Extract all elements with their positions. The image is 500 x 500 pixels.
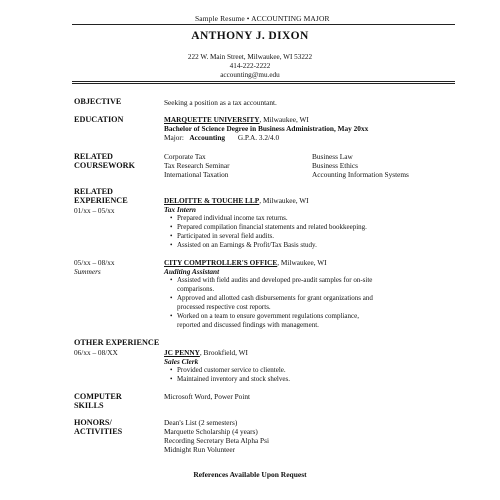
other-experience-heading: OTHER EXPERIENCE (74, 338, 160, 347)
education-heading: EDUCATION (74, 115, 124, 124)
job-location: , Brookfield, WI (199, 348, 248, 357)
coursework-heading-2: COURSEWORK (74, 161, 135, 170)
job-bullet: • Prepared compilation financial statements and related bookkeeping. (170, 223, 367, 231)
header-rule-double (72, 83, 455, 84)
course-item: Business Law (312, 152, 353, 161)
job-title: Sales Clerk (164, 357, 199, 366)
job-bullet: • Assisted on an Earnings & Profit/Tax Basis study. (170, 241, 317, 249)
phone: 414-222-2222 (229, 62, 271, 70)
skills-text: Microsoft Word, Power Point (164, 392, 251, 401)
job-bullet-cont: reported and discussed findings with management. (177, 321, 319, 329)
experience-heading-1: RELATED (74, 187, 113, 196)
objective-text: Seeking a position as a tax accountant. (164, 98, 277, 107)
honor-item: Recording Secretary Beta Alpha Psi (164, 436, 269, 445)
school-name: MARQUETTE UNIVERSITY (164, 115, 260, 124)
job-location: , Milwaukee, WI (277, 258, 327, 267)
job-bullet: • Prepared individual income tax returns. (170, 214, 288, 222)
job-bullet-cont: processed respective cost reports. (177, 303, 271, 311)
course-item: Business Ethics (312, 161, 359, 170)
experience-heading-2: EXPERIENCE (74, 196, 128, 205)
job-title: Auditing Assistant (164, 267, 220, 276)
job-bullet-cont: comparisons. (177, 285, 215, 293)
job-dates: 06/xx – 08/XX (74, 348, 118, 357)
job-employer: JC PENNY (164, 348, 200, 357)
job-bullet: • Approved and allotted cash disbursements for grant organizations and (170, 294, 373, 302)
course-item: Accounting Information Systems (312, 170, 409, 179)
major: Accounting (189, 133, 226, 142)
job-location: , Milwaukee, WI (259, 196, 309, 205)
honor-item: Marquette Scholarship (4 years) (164, 427, 258, 436)
honor-item: Midnight Run Volunteer (164, 445, 236, 454)
job-bullet: • Provided customer service to clientele. (170, 366, 286, 374)
job-dates: 05/xx – 08/xx (74, 258, 115, 267)
coursework-heading-1: RELATED (74, 152, 113, 161)
major-label: Major: (164, 133, 184, 142)
job-bullet: • Worked on a team to ensure government regulations compliance, (170, 312, 359, 320)
job-employer-line (164, 196, 309, 205)
honors-heading-2: ACTIVITIES (74, 427, 123, 436)
job-employer-line (164, 258, 327, 267)
school-location: , Milwaukee, WI (259, 115, 309, 124)
job-title: Tax Intern (164, 205, 196, 214)
job-employer-line (164, 348, 248, 357)
job-bullet: • Maintained inventory and stock shelves. (170, 375, 290, 383)
header-rule (72, 81, 455, 82)
job-bullet: • Participated in several field audits. (170, 232, 274, 240)
honors-heading-1: HONORS/ (74, 418, 112, 427)
job-dates: 01/xx – 05/xx (74, 206, 115, 215)
email: accounting@mu.edu (220, 71, 280, 79)
gpa: G.P.A. 3.2/4.0 (237, 133, 280, 142)
job-bullet: • Assisted with field audits and developed pre-audit samples for on-site (170, 276, 373, 284)
applicant-name: ANTHONY J. DIXON (191, 30, 309, 42)
job-employer: CITY COMPTROLLER'S OFFICE (164, 258, 278, 267)
job-employer: DELOITTE & TOUCHE LLP (164, 196, 260, 205)
sample-label: Sample Resume • ACCOUNTING MAJOR (195, 14, 330, 23)
job-dates-note: Summers (74, 267, 101, 276)
skills-heading-2: SKILLS (74, 401, 104, 410)
objective-heading: OBJECTIVE (74, 97, 122, 106)
references-footer: References Available Upon Request (193, 470, 307, 479)
education-school-line (164, 115, 309, 124)
course-item: Tax Research Seminar (164, 161, 230, 170)
major-line (164, 133, 279, 142)
course-item: International Taxation (164, 170, 229, 179)
course-item: Corporate Tax (164, 152, 206, 161)
address: 222 W. Main Street, Milwaukee, WI 53222 (187, 53, 313, 61)
top-rule (72, 24, 455, 25)
honor-item: Dean's List (2 semesters) (164, 418, 238, 427)
skills-heading-1: COMPUTER (74, 392, 122, 401)
degree: Bachelor of Science Degree in Business Administration, May 20xx (164, 124, 369, 133)
